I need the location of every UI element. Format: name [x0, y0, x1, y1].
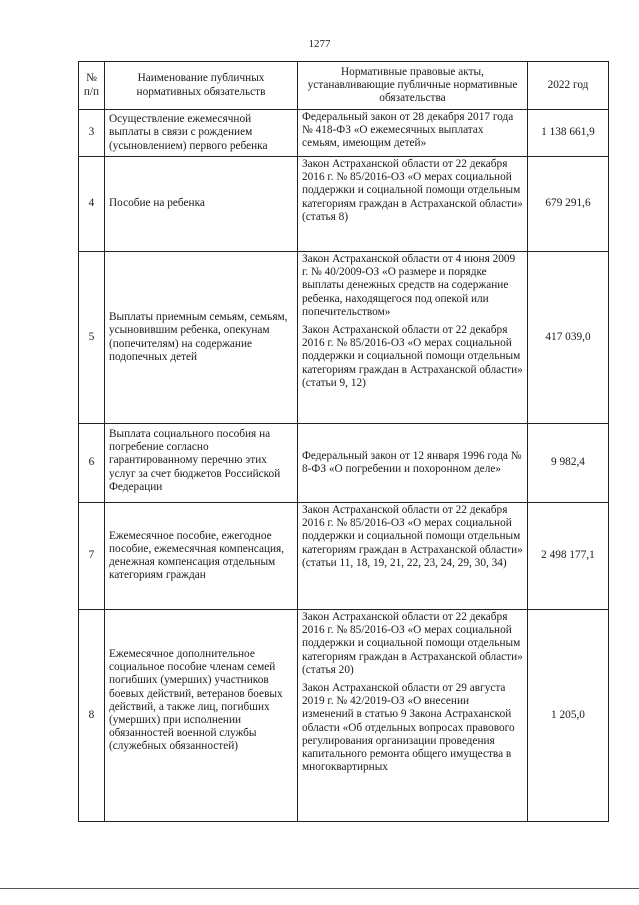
- legal-acts: [298, 157, 528, 252]
- obligation-name: Выплата социального пособия на погребение согласно гарантированному перечню этих услуг за счет бюджетов Российской Федерации: [105, 424, 298, 503]
- legal-acts: [298, 424, 528, 503]
- row-num: 7: [79, 503, 105, 610]
- page-number: 1277: [308, 38, 331, 50]
- table-row: [79, 110, 609, 157]
- legal-act: Закон Астраханской области от 22 декабря 2016 г. № 85/2016-ОЗ «О мерах социальной поддержки и социальной помощи отдельным категориям граждан в Астраханской области» (статья 8): [302, 158, 523, 223]
- legal-acts: [298, 252, 528, 424]
- page-bottom-rule: [0, 888, 639, 889]
- obligation-name: Ежемесячное пособие, ежегодное пособие, ежемесячная компенсация, денежная компенсация отдельным категориям граждан: [105, 503, 298, 610]
- header-name: Наименование публичных нормативных обязательств: [105, 62, 298, 110]
- table-row: [79, 157, 609, 252]
- legal-act: Закон Астраханской области от 29 августа 2019 г. № 42/2019-ОЗ «О внесении изменений в статью 9 Закона Астраханской области «Об отдельных вопросах правового регулирования организации проведения капитального ремонта общего имущества в многоквартирных: [302, 682, 515, 774]
- legal-acts: [298, 610, 528, 822]
- obligations-table: [78, 61, 609, 822]
- year-value: 2 498 177,1: [528, 503, 609, 610]
- header-num: № п/п: [79, 62, 105, 110]
- row-num: 4: [79, 157, 105, 252]
- obligation-name: Осуществление ежемесячной выплаты в связи с рождением (усыновлением) первого ребенка: [105, 110, 298, 157]
- obligation-name: Пособие на ребенка: [105, 157, 298, 252]
- year-value: 1 138 661,9: [528, 110, 609, 157]
- header-acts: Нормативные правовые акты, устанавливающие публичные нормативные обязательства: [298, 62, 528, 110]
- row-num: 3: [79, 110, 105, 157]
- table-row: [79, 424, 609, 503]
- table-header-row: [79, 62, 609, 110]
- table-row: [79, 503, 609, 610]
- row-num: 5: [79, 252, 105, 424]
- row-num: 6: [79, 424, 105, 503]
- legal-act: Закон Астраханской области от 22 декабря 2016 г. № 85/2016-ОЗ «О мерах социальной поддержки и социальной помощи отдельным категориям граждан в Астраханской области» (статья 20): [302, 611, 523, 676]
- year-value: 679 291,6: [528, 157, 609, 252]
- legal-act: Закон Астраханской области от 22 декабря 2016 г. № 85/2016-ОЗ «О мерах социальной поддержки и социальной помощи отдельным категориям граждан в Астраханской области» (статьи 9, 12): [302, 324, 523, 389]
- legal-acts: [298, 503, 528, 610]
- legal-act: Федеральный закон от 28 декабря 2017 года № 418-ФЗ «О ежемесячных выплатах семьям, имеющим детей»: [302, 111, 514, 150]
- table-row: [79, 610, 609, 822]
- obligation-name: Ежемесячное дополнительное социальное пособие членам семей погибших (умерших) участников боевых действий, ветеранов боевых действий, а также лиц, погибших (умерших) при исполнении обязанностей военной службы (служебных обязанностей): [105, 610, 298, 822]
- legal-acts: [298, 110, 528, 157]
- year-value: 417 039,0: [528, 252, 609, 424]
- row-num: 8: [79, 610, 105, 822]
- year-value: 9 982,4: [528, 424, 609, 503]
- year-value: 1 205,0: [528, 610, 609, 822]
- legal-act: Федеральный закон от 12 января 1996 года № 8-ФЗ «О погребении и похоронном деле»: [302, 449, 522, 475]
- table-row: [79, 252, 609, 424]
- legal-act: Закон Астраханской области от 4 июня 2009 г. № 40/2009-ОЗ «О размере и порядке выплаты денежных средств на содержание ребенка, находящегося под опекой или попечительством»: [302, 253, 516, 318]
- obligation-name: Выплаты приемным семьям, семьям, усыновившим ребенка, опекунам (попечителям) на содержание подопечных детей: [105, 252, 298, 424]
- legal-act: Закон Астраханской области от 22 декабря 2016 г. № 85/2016-ОЗ «О мерах социальной поддержки и социальной помощи отдельным категориям граждан в Астраханской области» (статьи 11, 18, 19, 21, 22, 23, 24, 29, 30, 34): [302, 504, 523, 569]
- header-year: 2022 год: [528, 62, 609, 110]
